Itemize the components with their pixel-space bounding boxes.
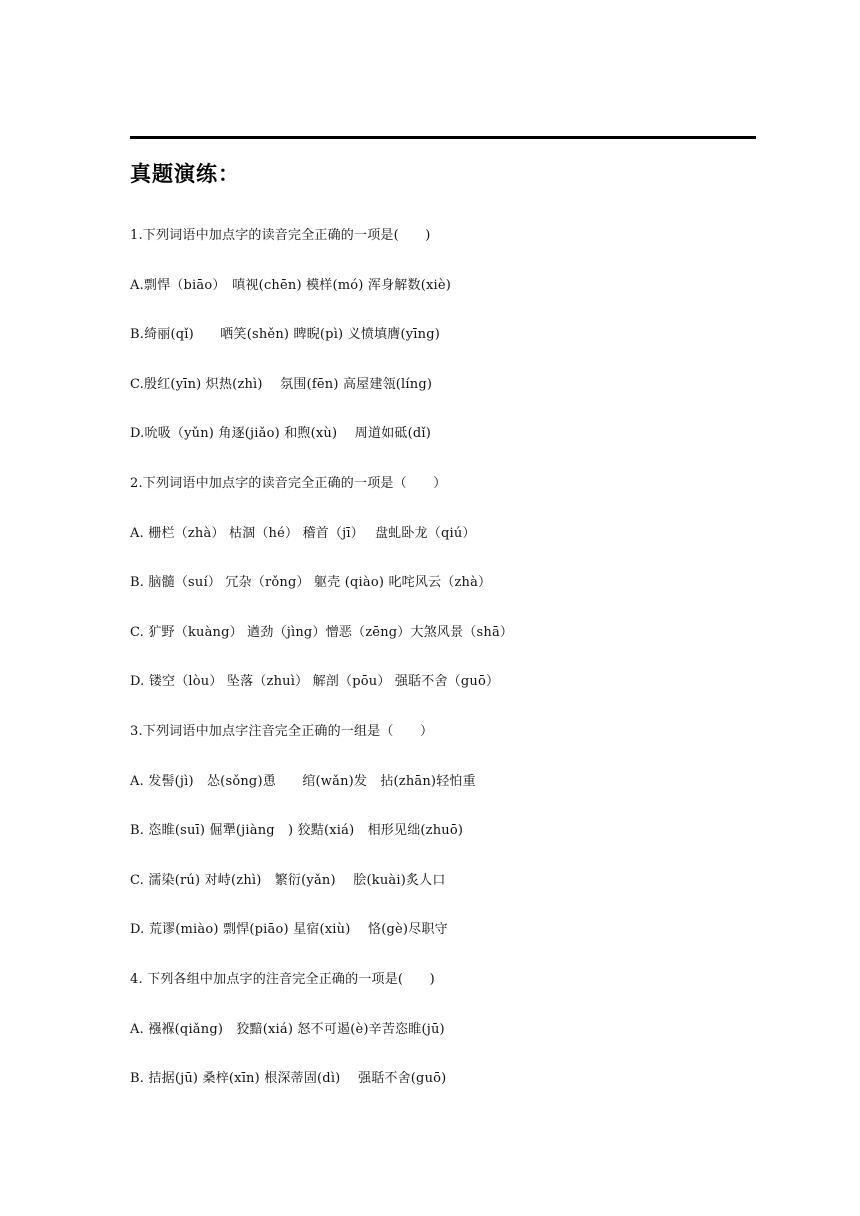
question-stem-3: 3.下列词语中加点字注音完全正确的一组是（ ） — [130, 723, 434, 739]
option-line: B. 脑髓（suí） 冗杂（rǒng） 躯壳 (qiào) 叱咤风云（zhà） — [130, 575, 492, 591]
option-line: A. 栅栏（zhà） 枯涸（hé） 稽首（jī） 盘虬卧龙（qiú） — [130, 525, 476, 541]
option-line: B. 拮据(jū) 桑梓(xīn) 根深蒂固(dì) 强聒不舍(guō) — [130, 1071, 447, 1087]
option-line: C. 犷野（kuàng） 遒劲（jìng）憎恶（zēng）大煞风景（shā） — [130, 624, 514, 640]
option-line: A. 发髻(jì) 怂(sǒng)恿 绾(wǎn)发 拈(zhān)轻怕重 — [130, 773, 476, 789]
option-line: A.剽悍（biāo） 嗔视(chēn) 模样(mó) 浑身解数(xiè) — [130, 277, 452, 293]
option-line: D. 镂空（lòu） 坠落（zhuì） 解剖（pōu） 强聒不舍（guō） — [130, 674, 500, 690]
section-heading: 真题演练： — [130, 162, 240, 186]
question-stem-2: 2.下列词语中加点字的读音完全正确的一项是（ ） — [130, 475, 447, 491]
option-line: D. 荒谬(miào) 剽悍(piāo) 星宿(xiù) 恪(gè)尽职守 — [130, 922, 448, 938]
option-line: D.吮吸（yǔn) 角逐(jiǎo) 和煦(xù) 周道如砥(dǐ) — [130, 426, 432, 442]
question-list — [130, 226, 790, 1119]
header-rule — [130, 136, 756, 139]
question-stem-1: 1.下列词语中加点字的读音完全正确的一项是( ) — [130, 228, 431, 243]
option-line: B. 恣睢(suī) 倔犟(jiàng ) 狡黠(xiá) 相形见绌(zhuō) — [130, 823, 464, 839]
question-stem-4: 4. 下列各组中加点字的注音完全正确的一项是( ) — [130, 971, 435, 987]
option-line: C. 濡染(rú) 对峙(zhì) 繁衍(yǎn) 脍(kuài)炙人口 — [130, 872, 446, 888]
option-line: C.殷红(yīn) 炽热(zhì) 氛围(fēn) 高屋建瓴(líng) — [130, 376, 433, 392]
option-line: A. 襁褓(qiǎng) 狡黯(xiá) 怒不可遏(è)辛苦恣睢(jū) — [130, 1021, 445, 1037]
option-line: B.绮丽(qǐ) 哂笑(shěn) 睥睨(pì) 义愤填膺(yīng) — [130, 327, 440, 343]
